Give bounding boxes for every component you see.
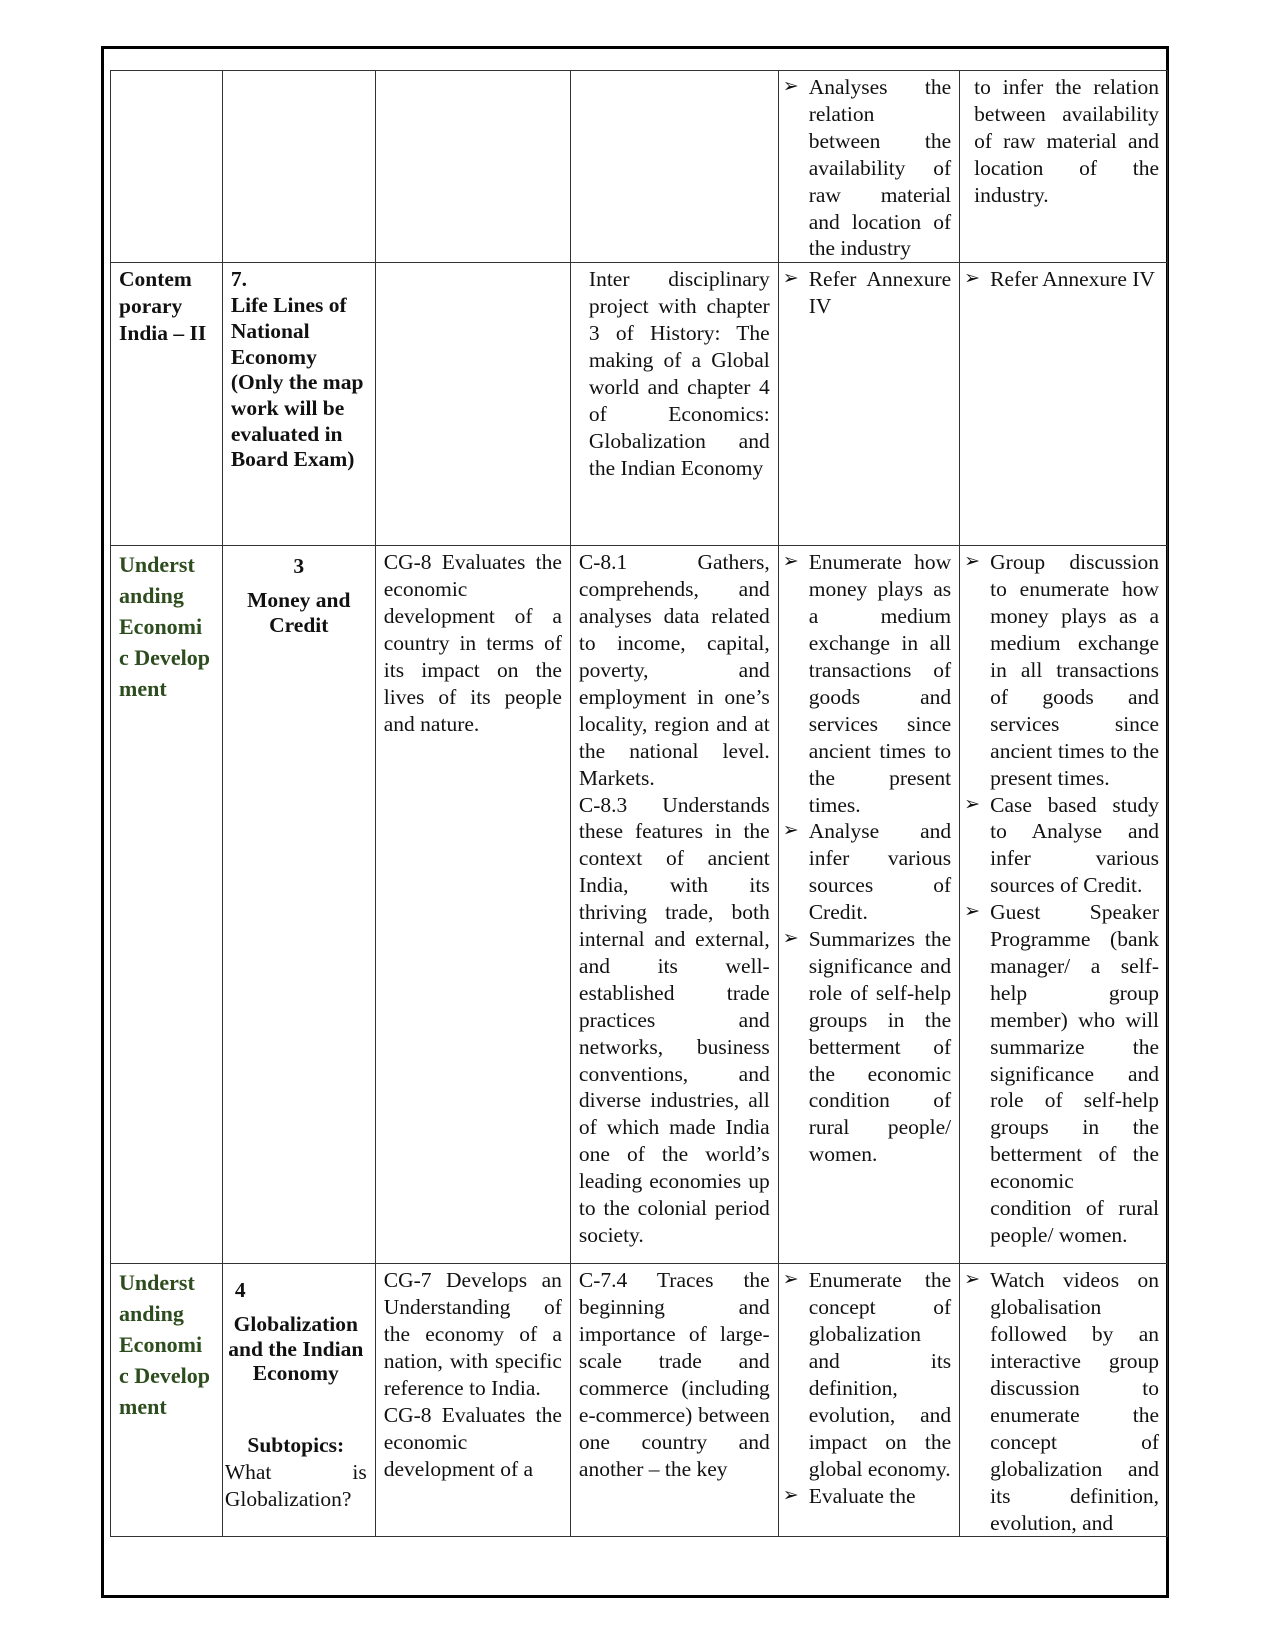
arrow-bullet-icon: ➢ xyxy=(782,1269,799,1291)
subtopics-text: What is Globalization? xyxy=(224,1459,367,1511)
chapter-number: 4 xyxy=(234,1278,246,1303)
curricular-goal-cell xyxy=(375,263,570,546)
learning-outcomes-cell xyxy=(778,71,959,263)
table-row xyxy=(111,546,1168,1264)
chapter-number: 7. xyxy=(230,267,247,292)
unit-cell: Underst anding Economi c Develop ment xyxy=(111,546,223,1264)
table-row xyxy=(111,71,1168,263)
competency-cell xyxy=(570,71,778,263)
unit-cell: Contem porary India – II xyxy=(111,263,223,546)
curricular-goal-cell xyxy=(375,1264,570,1537)
list-item xyxy=(782,549,952,818)
arrow-bullet-icon: ➢ xyxy=(782,268,799,290)
curricular-goal-text: CG-7 Develops an Understanding of the economy of a nation, with specific reference to India. xyxy=(383,1268,562,1400)
pedagogy-text: Case based study to Analyse and infer various sources of Credit. xyxy=(990,792,1159,898)
arrow-bullet-icon: ➢ xyxy=(782,76,799,97)
outcome-text: Enumerate the concept of globalization and its definition, evolution, and impact on the global economy. xyxy=(808,1268,952,1481)
chapter-cell xyxy=(222,263,375,546)
pedagogy-cell xyxy=(960,263,1168,546)
chapter-number: 3 xyxy=(293,554,305,579)
pedagogy-text: Watch videos on globalisation followed by an interactive group discussion to enumerate the concept of globalization and its definition, evolution, and xyxy=(990,1268,1159,1535)
curricular-goal-cell xyxy=(375,71,570,263)
arrow-bullet-icon: ➢ xyxy=(964,268,981,290)
arrow-bullet-icon: ➢ xyxy=(782,820,799,842)
curricular-goal-cell: CG-8 Evaluates the economic development of a country in terms of its impact on the lives of its people and nature. xyxy=(375,546,570,1264)
competency-cell: Inter disciplinary project with chapter 3 of History: The making of a Global world and chapter 4 of Economics: Globalization and the Indian Economy xyxy=(570,263,778,546)
list-item xyxy=(964,1267,1159,1536)
chapter-title: Life Lines of National Economy (Only the map work will be evaluated in Board Exam) xyxy=(230,293,364,472)
outcome-text: Enumerate how money plays as a medium exchange in all transactions of goods and services since ancient times to the present times. xyxy=(808,550,952,817)
learning-outcomes-cell xyxy=(778,546,959,1264)
outcome-text: Evaluate the xyxy=(808,1483,916,1508)
learning-outcomes-cell xyxy=(778,263,959,546)
arrow-bullet-icon: ➢ xyxy=(782,1484,799,1506)
chapter-cell xyxy=(222,546,375,1264)
pedagogy-text: Guest Speaker Programme (bank manager/ a self-help group member) who will summarize the significance and role of self-help groups in the betterment of the economic condition of rural people/ women. xyxy=(990,900,1159,1247)
competency-cell xyxy=(570,546,778,1264)
chapter-title: Globalization and the Indian Economy xyxy=(228,1312,364,1386)
list-item xyxy=(964,899,1159,1249)
competency-text: C-8.3 Understands these features in the context of ancient India, with its thriving trade, both internal and external, and its well-established trade practices and networks, business conventions, and diverse industries, all of which made India one of the world’s leading economies up to the colonial period society. xyxy=(578,792,770,1247)
learning-outcomes-cell xyxy=(778,1264,959,1537)
competency-cell: C-7.4 Traces the beginning and importance of large-scale trade and commerce (including e-commerce) between one country and another – the key xyxy=(570,1264,778,1537)
pedagogy-text: to infer the relation between availability of raw material and location of the industry. xyxy=(974,75,1159,207)
arrow-bullet-icon: ➢ xyxy=(964,1269,981,1291)
table-row xyxy=(111,263,1168,546)
list-item xyxy=(964,266,1159,293)
outcome-text: Analyses the relation between the availability of raw material and location of the industry xyxy=(808,75,952,261)
arrow-bullet-icon: ➢ xyxy=(964,793,981,815)
arrow-bullet-icon: ➢ xyxy=(782,928,799,950)
list-item xyxy=(782,1267,952,1482)
list-item xyxy=(782,818,952,926)
subtopics-label: Subtopics: xyxy=(247,1432,345,1457)
pedagogy-cell xyxy=(960,546,1168,1264)
list-item xyxy=(964,792,1159,900)
chapter-cell xyxy=(222,71,375,263)
competency-text: C-8.1 Gathers, comprehends, and analyses data related to income, capital, poverty, and employment in one’s locality, region and at the national level. Markets. xyxy=(578,550,770,790)
list-item xyxy=(782,1483,951,1510)
table-row xyxy=(111,1264,1168,1537)
outcome-text: Summarizes the significance and role of self-help groups in the betterment of the economic condition of rural people/ women. xyxy=(808,927,952,1167)
list-item xyxy=(782,266,952,320)
syllabus-table xyxy=(110,70,1168,1537)
pedagogy-cell xyxy=(960,71,1168,263)
unit-cell xyxy=(111,71,223,263)
outcome-text: Analyse and infer various sources of Credit. xyxy=(808,819,952,925)
chapter-title: Money and Credit xyxy=(247,588,351,637)
unit-cell: Underst anding Economi c Develop ment xyxy=(111,1264,223,1537)
pedagogy-text: Refer Annexure IV xyxy=(990,267,1155,292)
chapter-cell xyxy=(222,1264,375,1537)
list-item xyxy=(782,926,952,1168)
outcome-text: Refer Annexure IV xyxy=(808,267,952,319)
pedagogy-text: Group discussion to enumerate how money plays as a medium exchange in all transactions of goods and services since ancient times to the present times. xyxy=(990,550,1159,790)
list-item xyxy=(782,74,952,262)
curricular-goal-text: CG-8 Evaluates the economic development of a xyxy=(383,1402,562,1481)
list-item xyxy=(964,549,1159,791)
arrow-bullet-icon: ➢ xyxy=(964,551,981,573)
arrow-bullet-icon: ➢ xyxy=(964,901,981,923)
pedagogy-cell xyxy=(960,1264,1168,1537)
arrow-bullet-icon: ➢ xyxy=(782,551,799,573)
